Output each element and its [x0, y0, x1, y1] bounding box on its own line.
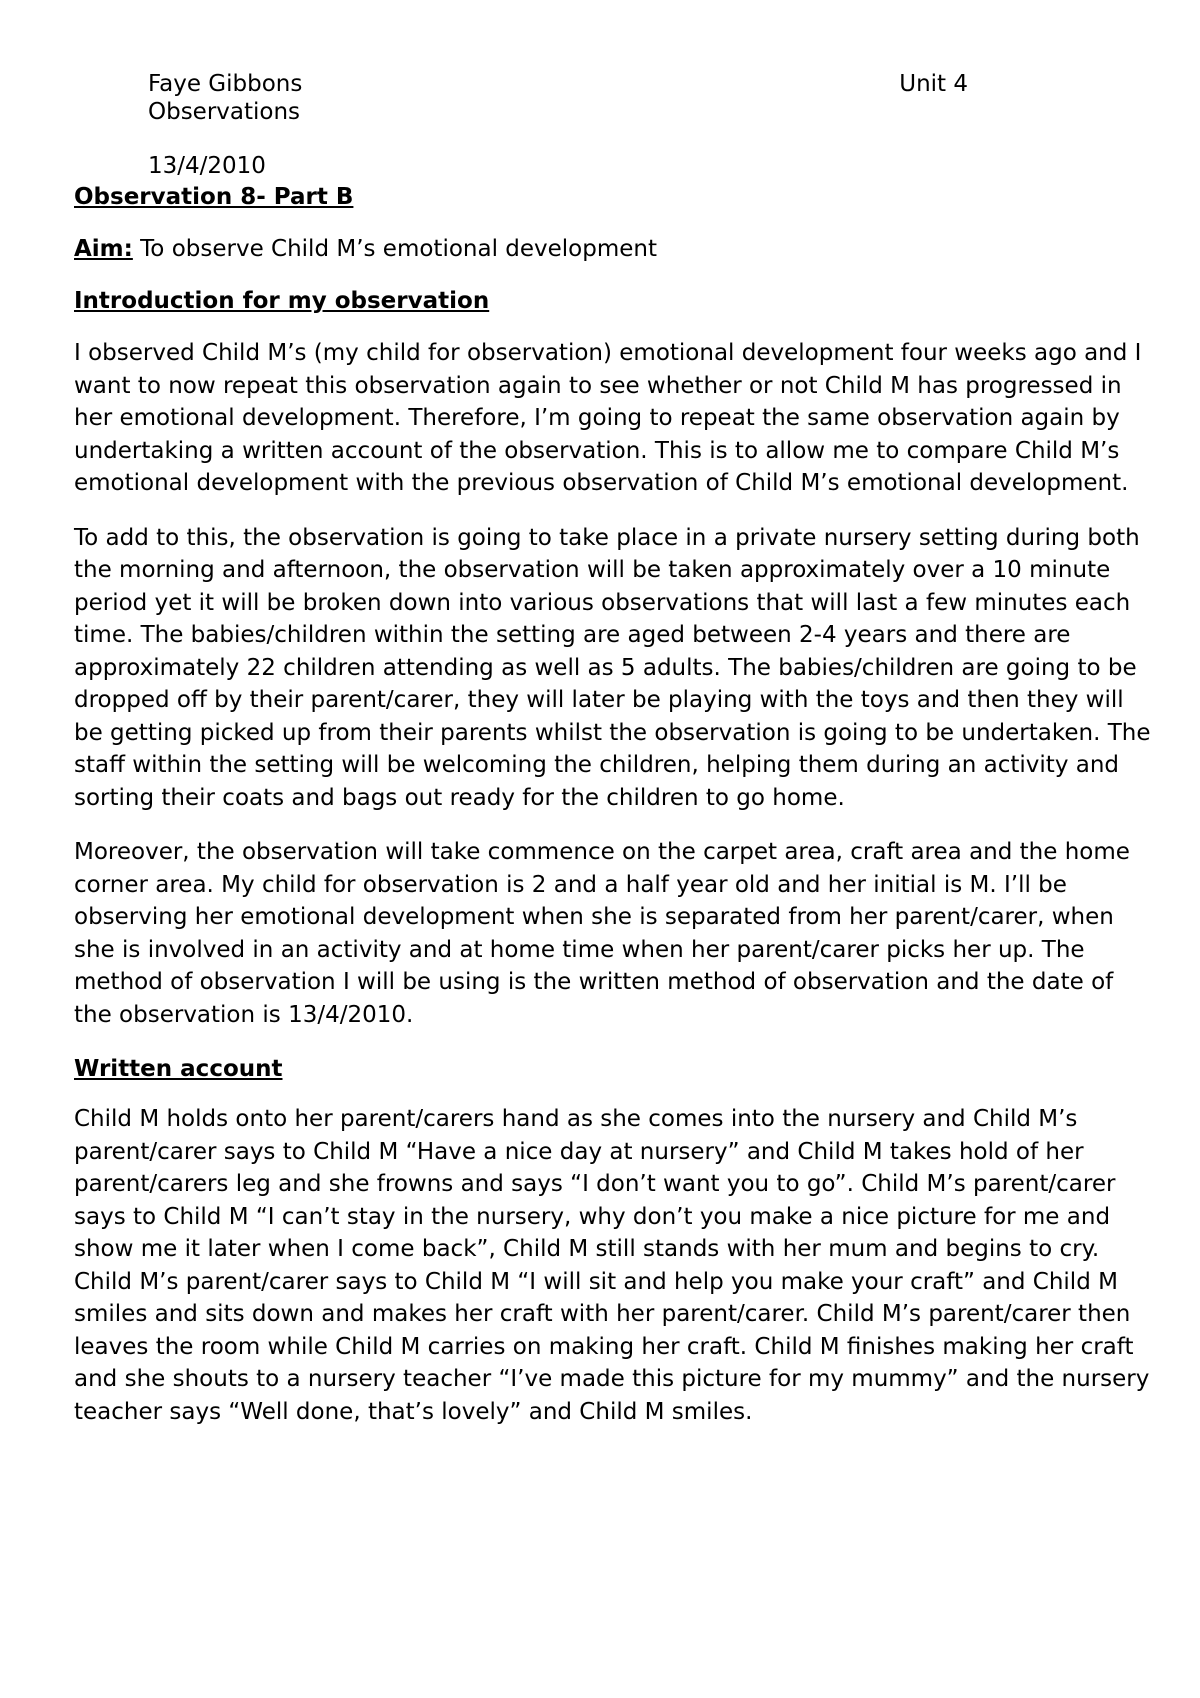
document-body	[74, 183, 1154, 1428]
page-header	[148, 70, 968, 180]
paragraph: Moreover, the observation will take commence on the carpet area, craft area and the home corner area. My child for observation is 2 and a half year old and her initial is M. I’ll be observing her emotional development when she is separated from her parent/carer, when she is involved in an activity and at home time when her parent/carer picks her up. The method of observation I will be using is the written method of observation and the date of the observation is 13/4/2010.	[74, 839, 1130, 1028]
aim-line	[74, 235, 1154, 263]
author-name: Faye Gibbons	[148, 71, 303, 97]
paragraph: To add to this, the observation is going to take place in a private nursery setting during both the morning and afternoon, the observation will be taken approximately over a 10 minute period yet it will be broken down into various observations that will last a few minutes each time. The babies/children within the setting are aged between 2-4 years and there are approximately 22 children attending as well as 5 adults. The babies/children are going to be dropped off by their parent/carer, they will later be playing with the toys and then they will be getting picked up from their parents whilst the observation is going to be undertaken. The staff within the setting will be welcoming the children, helping them during an activity and sorting their coats and bags out ready for the children to go home.	[74, 524, 1151, 811]
header-date: 13/4/2010	[148, 153, 266, 179]
paragraph: Child M holds onto her parent/carers hand as she comes into the nursery and Child M’s parent/carer says to Child M “Have a nice day at nursery” and Child M takes hold of her parent/carers leg and she frowns and says “I don’t want you to go”. Child M’s parent/carer says to Child M “I can’t stay in the nursery, why don’t you make a nice picture for me and show me it later when I come back”, Child M still stands with her mum and begins to cry. Child M’s parent/carer says to Child M “I will sit and help you make your craft” and Child M smiles and sits down and makes her craft with her parent/carer. Child M’s parent/carer then leaves the room while Child M carries on making her craft. Child M finishes making her craft and she shouts to a nursery teacher “I’ve made this picture for my mummy” and the nursery teacher says “Well done, that’s lovely” and Child M smiles.	[74, 1106, 1150, 1425]
subject-label: Observations	[148, 99, 301, 125]
aim-label: Aim:	[74, 236, 133, 262]
section-heading-introduction: Introduction for my observation	[74, 288, 490, 314]
aim-text: To observe Child M’s emotional development	[132, 236, 658, 262]
paragraph: I observed Child M’s (my child for observation) emotional development four weeks ago and I want to now repeat this observation again to see whether or not Child M has progressed in her emotional development. Therefore, I’m going to repeat the same observation again by undertaking a written account of the observation. This is to allow me to compare Child M’s emotional development with the previous observation of Child M’s emotional development.	[74, 340, 1142, 496]
section-heading-written-account: Written account	[74, 1056, 283, 1082]
unit-label: Unit 4	[899, 71, 968, 97]
document-title: Observation 8- Part B	[74, 184, 354, 210]
header-top-row	[148, 70, 968, 98]
